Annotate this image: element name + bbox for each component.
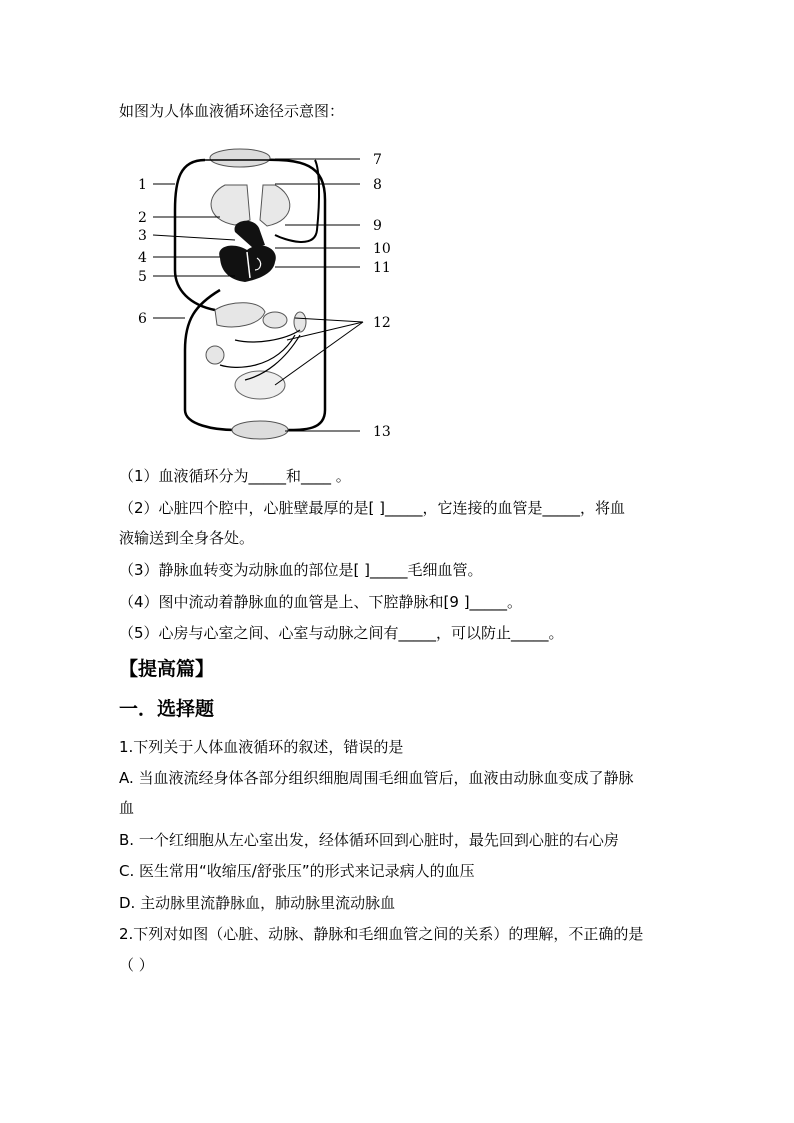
kidney [294, 312, 306, 332]
label-13: 13 [373, 424, 391, 440]
label-6: 6 [138, 311, 147, 327]
vessel-left-upper [175, 160, 215, 310]
intestine [235, 371, 285, 399]
label-5: 5 [138, 269, 147, 285]
q1-stem: 1.下列关于人体血液循环的叙述，错误的是 [119, 738, 404, 756]
intro-text: 如图为人体血液循环途径示意图： [119, 102, 345, 120]
q1-option-a: A. 当血液流经身体各部分组织细胞周围毛细血管后，血液由动脉血变成了静脉 [119, 769, 634, 787]
label-1: 1 [138, 177, 147, 193]
question-2: （2）心脏四个腔中，心脏壁最厚的是[ ]_____，它连接的血管是_____，将血 [119, 499, 626, 517]
label-9: 9 [373, 218, 382, 234]
q2-stem: 2.下列对如图（心脏、动脉、静脉和毛细血管之间的关系）的理解，不正确的是 [119, 925, 644, 943]
question-2-cont: 液输送到全身各处。 [119, 529, 255, 547]
label-2: 2 [138, 210, 147, 226]
q2-paren: （ ） [119, 956, 154, 974]
organ-left [206, 346, 224, 364]
label-12: 12 [373, 315, 391, 331]
question-5: （5）心房与心室之间、心室与动脉之间有_____，可以防止_____。 [119, 624, 564, 642]
question-1: （1）血液循环分为_____和____ 。 [119, 467, 351, 485]
question-4: （4）图中流动着静脉血的血管是上、下腔静脉和[9 ]_____。 [119, 593, 523, 611]
lower-body-capillaries [232, 421, 288, 439]
heart [219, 246, 276, 282]
pulmonary-vessels [235, 221, 265, 248]
liver [215, 303, 265, 327]
head-capillaries [210, 149, 270, 167]
left-lung [211, 185, 250, 225]
label-3: 3 [138, 228, 147, 244]
label-4: 4 [138, 250, 147, 266]
label-8: 8 [373, 177, 382, 193]
q1-option-c: C. 医生常用“收缩压/舒张压”的形式来记录病人的血压 [119, 862, 475, 880]
label-10: 10 [373, 241, 391, 257]
stomach [263, 312, 287, 328]
blood-circulation-diagram [135, 140, 405, 450]
label-11: 11 [373, 260, 391, 276]
section-title: 【提高篇】 [119, 658, 215, 680]
q1-option-b: B. 一个红细胞从左心室出发，经体循环回到心脏时，最先回到心脏的右心房 [119, 831, 619, 849]
right-lung [260, 185, 290, 226]
label-7: 7 [373, 152, 382, 168]
q1-option-a-cont: 血 [119, 799, 135, 817]
question-3: （3）静脉血转变为动脉血的部位是[ ]_____毛细血管。 [119, 561, 483, 579]
q1-option-d: D. 主动脉里流静脉血，肺动脉里流动脉血 [119, 894, 396, 912]
subsection-title: 一．选择题 [119, 698, 215, 720]
